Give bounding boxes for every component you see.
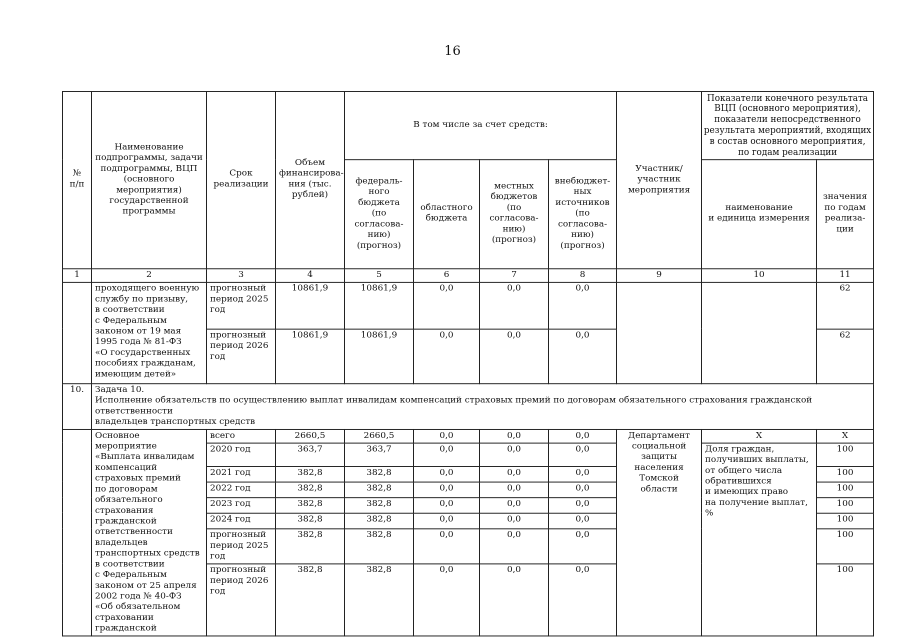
federal-cell: 382,8 [345,466,414,482]
volume-cell: 10861,9 [276,329,345,384]
row-number-cell [63,282,92,383]
regional-cell: 0,0 [414,513,480,529]
local-cell: 0,0 [480,482,549,498]
header-participant: Участник/ участник мероприятия [617,91,702,268]
extra-cell: 0,0 [549,563,617,635]
table-row [63,282,874,329]
volume-cell: 10861,9 [276,282,345,329]
header-including: В том числе за счет средств: [345,91,617,159]
federal-cell: 382,8 [345,482,414,498]
indicator-name-cell: Доля граждан, получивших выплаты, от общего числа обратившихся и имеющих право на получение выплат, % [702,443,817,636]
local-cell: 0,0 [480,443,549,466]
row-number-cell [63,429,92,635]
indicator-value-cell: 100 [817,497,874,513]
volume-cell: 382,8 [276,466,345,482]
regional-cell: 0,0 [414,429,480,443]
col-number: 6 [414,269,480,283]
indicator-value-cell: 62 [817,329,874,384]
federal-cell: 363,7 [345,443,414,466]
term-cell: 2022 год [207,482,276,498]
regional-cell: 0,0 [414,466,480,482]
col-number: 7 [480,269,549,283]
term-cell: прогнозный период 2026 год [207,329,276,384]
regional-cell: 0,0 [414,528,480,563]
volume-cell: 382,8 [276,513,345,529]
header-indicator-name: наименование и единица измерения [702,160,817,269]
term-cell: 2023 год [207,497,276,513]
term-cell: 2021 год [207,466,276,482]
regional-cell: 0,0 [414,282,480,329]
local-cell: 0,0 [480,429,549,443]
federal-cell: 10861,9 [345,282,414,329]
volume-cell: 382,8 [276,563,345,635]
extra-cell: 0,0 [549,482,617,498]
term-cell: 2024 год [207,513,276,529]
local-cell: 0,0 [480,528,549,563]
header-volume: Объем финансирова- ния (тыс. рублей) [276,91,345,268]
program-table [62,91,874,636]
col-number: 1 [63,269,92,283]
col-number: 10 [702,269,817,283]
volume-cell: 382,8 [276,497,345,513]
col-number: 3 [207,269,276,283]
local-cell: 0,0 [480,513,549,529]
federal-cell: 10861,9 [345,329,414,384]
local-cell: 0,0 [480,282,549,329]
regional-cell: 0,0 [414,497,480,513]
local-cell: 0,0 [480,329,549,384]
extra-cell: 0,0 [549,429,617,443]
volume-cell: 363,7 [276,443,345,466]
term-cell: всего [207,429,276,443]
federal-cell: 382,8 [345,563,414,635]
header-term: Срок реализации [207,91,276,268]
indicator-value-cell: 100 [817,443,874,466]
local-cell: 0,0 [480,497,549,513]
header-name: Наименование подпрограммы, задачи подпрограммы, ВЦП (основного мероприятия) государственной программы [92,91,207,268]
col-number: 2 [92,269,207,283]
local-cell: 0,0 [480,563,549,635]
local-cell: 0,0 [480,466,549,482]
header-no: № п/п [63,91,92,268]
federal-cell: 382,8 [345,528,414,563]
header-federal: федераль- ного бюджета (по согласова- нию) (прогноз) [345,160,414,269]
header-regional: областного бюджета [414,160,480,269]
regional-cell: 0,0 [414,443,480,466]
header-indicators-text: Показатели конечного результата ВЦП (основного мероприятия), показатели непосредственного результата мероприятий, входящих в состав основного мероприятия, по годам реализации [703,93,872,159]
indicator-value-cell: 100 [817,513,874,529]
page-number: 16 [444,44,461,59]
extra-cell: 0,0 [549,443,617,466]
header-extra: внебюджет- ных источников (по согласова- нию) (прогноз) [549,160,617,269]
federal-cell: 382,8 [345,513,414,529]
term-cell: прогнозный период 2025 год [207,528,276,563]
table-row [63,429,874,443]
col-number: 4 [276,269,345,283]
federal-cell: 382,8 [345,497,414,513]
regional-cell: 0,0 [414,482,480,498]
indicator-name-cell [702,282,817,383]
extra-cell: 0,0 [549,282,617,329]
extra-cell: 0,0 [549,466,617,482]
regional-cell: 0,0 [414,563,480,635]
header-local: местных бюджетов (по согласова- нию) (прогноз) [480,160,549,269]
header-indicator-values: значения по годам реализа- ции [817,160,874,269]
indicator-value-cell: 100 [817,563,874,635]
indicator-value-cell: 100 [817,528,874,563]
extra-cell: 0,0 [549,497,617,513]
indicator-value-cell: 100 [817,482,874,498]
col-number: 8 [549,269,617,283]
task-number: 10. [63,384,92,430]
measure-name-cell: проходящего военную службу по призыву, в соответствии с Федеральным законом от 19 мая 1995 года № 81-ФЗ «О государственных пособиях гражданам, имеющим детей» [92,282,207,383]
participant-cell [617,282,702,383]
extra-cell: 0,0 [549,528,617,563]
indicator-value-top: X [817,429,874,443]
col-number: 5 [345,269,414,283]
indicator-value-cell: 62 [817,282,874,329]
federal-cell: 2660,5 [345,429,414,443]
task-row [63,384,874,430]
indicator-name-top: X [702,429,817,443]
indicator-value-cell: 100 [817,466,874,482]
term-cell: прогнозный период 2025 год [207,282,276,329]
col-number: 11 [817,269,874,283]
volume-cell: 2660,5 [276,429,345,443]
term-cell: прогнозный период 2026 год [207,563,276,635]
participant-cell: Департамент социальной защиты населения Томской области [617,429,702,635]
regional-cell: 0,0 [414,329,480,384]
volume-cell: 382,8 [276,528,345,563]
volume-cell: 382,8 [276,482,345,498]
column-numbers-row [63,269,874,283]
task-text: Задача 10. Исполнение обязательств по осуществлению выплат инвалидам компенсаций страховых премий по договорам обязательного страхования гражданской ответственности владельцев транспортных средств [92,384,874,430]
col-number: 9 [617,269,702,283]
extra-cell: 0,0 [549,513,617,529]
measure-name-cell: Основное мероприятие «Выплата инвалидам компенсаций страховых премий по договорам обязательного страхования гражданской ответственности владельцев транспортных средств в соответствии с Федеральным законом от 25 апреля 2002 года № 40-ФЗ «Об обязательном страховании гражданской [92,429,207,635]
extra-cell: 0,0 [549,329,617,384]
term-cell: 2020 год [207,443,276,466]
